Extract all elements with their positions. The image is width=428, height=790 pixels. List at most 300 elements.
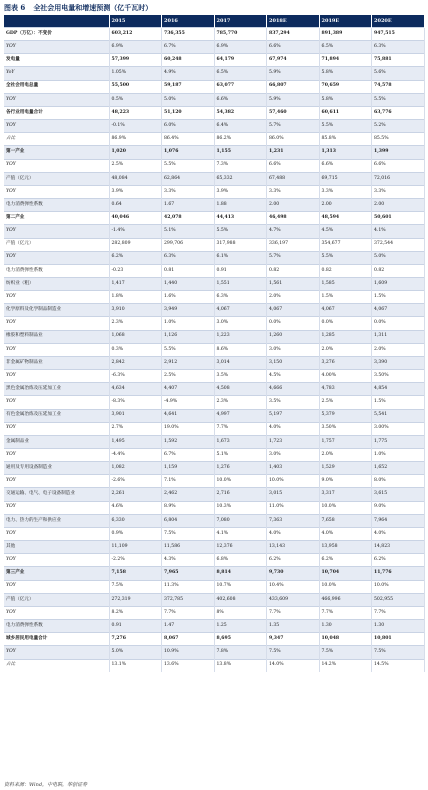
value-cell: 299,706	[162, 238, 215, 251]
value-cell: 2,716	[214, 488, 267, 501]
value-cell: 69,715	[319, 172, 372, 185]
value-cell: 11,109	[109, 541, 162, 554]
value-cell: 3.0%	[214, 317, 267, 330]
value-cell: 6.9%	[109, 41, 162, 54]
value-cell: 5.0%	[372, 251, 425, 264]
value-cell: 3,901	[109, 409, 162, 422]
value-cell: 5.7%	[267, 251, 320, 264]
value-cell: 4.7%	[267, 225, 320, 238]
value-cell: 5.9%	[267, 93, 320, 106]
value-cell: 1.67	[162, 199, 215, 212]
value-cell: 75,881	[372, 54, 425, 67]
row-label-cell: 纺织业（粗）	[4, 277, 109, 290]
value-cell: 1,311	[372, 330, 425, 343]
value-cell: 0.0%	[319, 317, 372, 330]
value-cell: 2.0%	[267, 291, 320, 304]
value-cell: 3,317	[319, 488, 372, 501]
value-cell: 72,016	[372, 172, 425, 185]
value-cell: 40,046	[109, 212, 162, 225]
value-cell: 86.9%	[109, 133, 162, 146]
value-cell: 2,912	[162, 356, 215, 369]
value-cell: 7,276	[109, 633, 162, 646]
value-cell: 4,067	[372, 304, 425, 317]
value-cell: 65,332	[214, 172, 267, 185]
table-row	[4, 541, 424, 554]
value-cell: 44,413	[214, 212, 267, 225]
value-cell: 14,823	[372, 541, 425, 554]
table-row	[4, 199, 424, 212]
row-label-cell: YOY	[4, 93, 109, 106]
value-cell: 7.7%	[319, 606, 372, 619]
row-label-cell: 全社会用电总量	[4, 80, 109, 93]
value-cell: 85.5%	[372, 133, 425, 146]
value-cell: 2.5%	[162, 370, 215, 383]
value-cell: 48,594	[319, 212, 372, 225]
value-cell: 5.0%	[109, 646, 162, 659]
value-cell: 5.5%	[372, 93, 425, 106]
value-cell: 2.3%	[109, 317, 162, 330]
row-label-cell: 第三产业	[4, 567, 109, 580]
value-cell: 6.5%	[319, 41, 372, 54]
value-cell: 1,440	[162, 277, 215, 290]
table-row	[4, 501, 424, 514]
row-label-cell: YOY	[4, 422, 109, 435]
table-row	[4, 593, 424, 606]
value-cell: 3.00%	[372, 422, 425, 435]
value-cell: 64,179	[214, 54, 267, 67]
value-cell: 8.0%	[372, 475, 425, 488]
value-cell: 1,276	[214, 462, 267, 475]
value-cell: -0.1%	[109, 120, 162, 133]
value-cell: 1,609	[372, 277, 425, 290]
value-cell: 3.50%	[319, 422, 372, 435]
electricity-table	[4, 15, 425, 672]
table-row	[4, 106, 424, 119]
value-cell: 1,126	[162, 330, 215, 343]
value-cell: 67,974	[267, 54, 320, 67]
table-row	[4, 383, 424, 396]
value-cell: 3,615	[372, 488, 425, 501]
figure-title-text: 全社会用电量和增速预测（亿千瓦时）	[33, 3, 153, 12]
row-label-cell: 橡胶和塑料制品业	[4, 330, 109, 343]
row-label-cell: YOY	[4, 527, 109, 540]
table-row	[4, 606, 424, 619]
value-cell: 5.5%	[319, 251, 372, 264]
row-label-cell: YOY	[4, 343, 109, 356]
value-cell: 7.7%	[372, 606, 425, 619]
value-cell: 5.5%	[319, 120, 372, 133]
table-row	[4, 317, 424, 330]
value-cell: 0.81	[162, 264, 215, 277]
value-cell: 57,399	[109, 54, 162, 67]
value-cell: 6.6%	[267, 41, 320, 54]
value-cell: 7,964	[372, 514, 425, 527]
value-cell: 48,084	[109, 172, 162, 185]
row-label-cell: 发电量	[4, 54, 109, 67]
value-cell: 55,500	[109, 80, 162, 93]
value-cell: 1,231	[267, 146, 320, 159]
table-row	[4, 554, 424, 567]
value-cell: 1.6%	[162, 291, 215, 304]
table-row	[4, 172, 424, 185]
value-cell: 6.2%	[372, 554, 425, 567]
table-row	[4, 146, 424, 159]
table-row	[4, 225, 424, 238]
value-cell: 8,067	[162, 633, 215, 646]
row-label-cell: 占比	[4, 133, 109, 146]
source-note: 资料来源：Wind，中电联，华创证券	[4, 782, 88, 788]
table-header	[4, 15, 424, 28]
value-cell: 0.0%	[372, 317, 425, 330]
value-cell: 5.5%	[162, 159, 215, 172]
value-cell: 1,529	[319, 462, 372, 475]
table-row	[4, 212, 424, 225]
value-cell: 86.0%	[267, 133, 320, 146]
value-cell: 1,652	[372, 462, 425, 475]
value-cell: 7.1%	[162, 475, 215, 488]
table-row	[4, 251, 424, 264]
value-cell: 1.30	[372, 620, 425, 633]
row-label-cell: YOY	[4, 251, 109, 264]
row-label-cell: 产值（亿元）	[4, 593, 109, 606]
value-cell: 6.3%	[372, 41, 425, 54]
value-cell: 6.5%	[214, 67, 267, 80]
value-cell: 1.0%	[162, 317, 215, 330]
value-cell: 2.00	[372, 199, 425, 212]
header-cell-year: 2015	[109, 15, 162, 28]
table-row	[4, 488, 424, 501]
value-cell: 57,460	[267, 106, 320, 119]
table-row	[4, 133, 424, 146]
row-label-cell: 电力消费弹性系数	[4, 199, 109, 212]
table-row	[4, 370, 424, 383]
value-cell: 6.6%	[214, 93, 267, 106]
value-cell: 2,261	[109, 488, 162, 501]
value-cell: 11,776	[372, 567, 425, 580]
value-cell: 4,783	[319, 383, 372, 396]
value-cell: 10,048	[319, 633, 372, 646]
value-cell: 10,704	[319, 567, 372, 580]
table-row	[4, 343, 424, 356]
value-cell: 10.9%	[162, 646, 215, 659]
value-cell: 13,143	[267, 541, 320, 554]
value-cell: 4,508	[214, 383, 267, 396]
value-cell: 7.7%	[162, 606, 215, 619]
value-cell: 5.9%	[267, 67, 320, 80]
data-table-container	[4, 15, 424, 672]
row-label-cell: 产值（亿元）	[4, 172, 109, 185]
row-label-cell: 城乡居民用电量合计	[4, 633, 109, 646]
value-cell: 13,958	[319, 541, 372, 554]
value-cell: 86.4%	[162, 133, 215, 146]
header-cell-year: 2020E	[372, 15, 425, 28]
row-label-cell: YOY	[4, 501, 109, 514]
value-cell: 0.82	[372, 264, 425, 277]
value-cell: 7.3%	[214, 159, 267, 172]
value-cell: 1,159	[162, 462, 215, 475]
value-cell: 7.7%	[267, 606, 320, 619]
value-cell: -0.23	[109, 264, 162, 277]
value-cell: 12,376	[214, 541, 267, 554]
table-row	[4, 330, 424, 343]
table-row	[4, 159, 424, 172]
value-cell: 1,585	[319, 277, 372, 290]
value-cell: 2.5%	[319, 396, 372, 409]
value-cell: 7.7%	[214, 422, 267, 435]
row-label-cell: 第一产业	[4, 146, 109, 159]
value-cell: 5.5%	[162, 343, 215, 356]
row-label-cell: 通用及专用设备制造业	[4, 462, 109, 475]
value-cell: 4.0%	[372, 527, 425, 540]
row-label-cell: YOY	[4, 475, 109, 488]
value-cell: 7.8%	[214, 646, 267, 659]
value-cell: 0.82	[319, 264, 372, 277]
value-cell: 10.0%	[372, 580, 425, 593]
value-cell: 62,864	[162, 172, 215, 185]
value-cell: 5,197	[267, 409, 320, 422]
value-cell: 4,641	[162, 409, 215, 422]
value-cell: 0.0%	[267, 317, 320, 330]
value-cell: 9,347	[267, 633, 320, 646]
row-label-cell: 黑色金属冶炼及压延加工业	[4, 383, 109, 396]
value-cell: 3.3%	[319, 185, 372, 198]
row-label-cell: YOY	[4, 449, 109, 462]
value-cell: 1,285	[319, 330, 372, 343]
value-cell: 2.7%	[109, 422, 162, 435]
value-cell: 8%	[214, 606, 267, 619]
value-cell: 2.00	[267, 199, 320, 212]
table-row	[4, 277, 424, 290]
value-cell: 6,330	[109, 514, 162, 527]
value-cell: 2.0%	[319, 343, 372, 356]
value-cell: 85.8%	[319, 133, 372, 146]
table-row	[4, 449, 424, 462]
value-cell: 891,389	[319, 28, 372, 41]
value-cell: 4.5%	[319, 225, 372, 238]
row-label-cell: YOY	[4, 291, 109, 304]
table-row	[4, 620, 424, 633]
value-cell: 6.7%	[162, 449, 215, 462]
value-cell: 1,551	[214, 277, 267, 290]
table-row	[4, 633, 424, 646]
table-row	[4, 659, 424, 672]
value-cell: 1,313	[319, 146, 372, 159]
value-cell: 3.3%	[267, 185, 320, 198]
value-cell: 14.2%	[319, 659, 372, 672]
value-cell: 5,541	[372, 409, 425, 422]
value-cell: 66,807	[267, 80, 320, 93]
value-cell: 3.9%	[109, 185, 162, 198]
value-cell: 8,695	[214, 633, 267, 646]
value-cell: 2.0%	[319, 449, 372, 462]
value-cell: 14.5%	[372, 659, 425, 672]
value-cell: 4.0%	[267, 422, 320, 435]
value-cell: 10.0%	[267, 475, 320, 488]
value-cell: 11,586	[162, 541, 215, 554]
value-cell: -4.4%	[109, 449, 162, 462]
value-cell: 7.5%	[319, 646, 372, 659]
value-cell: 3.3%	[162, 185, 215, 198]
value-cell: 9.0%	[372, 501, 425, 514]
row-label-cell: 电力消费弹性系数	[4, 264, 109, 277]
table-row	[4, 41, 424, 54]
value-cell: 1,757	[319, 435, 372, 448]
value-cell: 5.6%	[372, 67, 425, 80]
value-cell: 317,988	[214, 238, 267, 251]
row-label-cell: 第二产业	[4, 212, 109, 225]
value-cell: 54,382	[214, 106, 267, 119]
value-cell: 2.00	[319, 199, 372, 212]
value-cell: 3.50%	[372, 370, 425, 383]
row-label-cell: YOY	[4, 646, 109, 659]
header-cell-label	[4, 15, 109, 28]
row-label-cell: 化学原料及化学制品制造业	[4, 304, 109, 317]
value-cell: 4.6%	[109, 501, 162, 514]
value-cell: -1.4%	[109, 225, 162, 238]
value-cell: 1,155	[214, 146, 267, 159]
row-label-cell: 产值（亿元）	[4, 238, 109, 251]
header-row	[4, 15, 424, 28]
value-cell: 4.9%	[162, 67, 215, 80]
row-label-cell: 占比	[4, 659, 109, 672]
row-label-cell: GDP（万亿）：不变价	[4, 28, 109, 41]
value-cell: 59,187	[162, 80, 215, 93]
table-row	[4, 304, 424, 317]
value-cell: 1.88	[214, 199, 267, 212]
table-row	[4, 435, 424, 448]
row-label-cell: 电力、热力的生产和供应业	[4, 514, 109, 527]
table-row	[4, 462, 424, 475]
value-cell: 4,997	[214, 409, 267, 422]
value-cell: 4,067	[319, 304, 372, 317]
value-cell: 1.8%	[109, 291, 162, 304]
table-row	[4, 264, 424, 277]
value-cell: 0.9%	[109, 527, 162, 540]
value-cell: 5.8%	[319, 93, 372, 106]
value-cell: 9,730	[267, 567, 320, 580]
row-label-cell: YOY	[4, 317, 109, 330]
value-cell: 3,910	[109, 304, 162, 317]
value-cell: 466,996	[319, 593, 372, 606]
table-row	[4, 409, 424, 422]
value-cell: 3.0%	[267, 449, 320, 462]
value-cell: 3,014	[214, 356, 267, 369]
value-cell: 6.6%	[267, 159, 320, 172]
value-cell: 10.0%	[319, 501, 372, 514]
value-cell: 10.0%	[319, 580, 372, 593]
table-row	[4, 54, 424, 67]
value-cell: 74,578	[372, 80, 425, 93]
value-cell: 4.00%	[319, 370, 372, 383]
value-cell: 1.35	[267, 620, 320, 633]
value-cell: 6.2%	[267, 554, 320, 567]
value-cell: 1.5%	[372, 291, 425, 304]
value-cell: 354,677	[319, 238, 372, 251]
value-cell: 837,294	[267, 28, 320, 41]
value-cell: 5.1%	[162, 225, 215, 238]
value-cell: 4,666	[267, 383, 320, 396]
value-cell: 947,515	[372, 28, 425, 41]
table-row	[4, 422, 424, 435]
value-cell: 2,842	[109, 356, 162, 369]
value-cell: 1.25	[214, 620, 267, 633]
table-row	[4, 567, 424, 580]
value-cell: 60,611	[319, 106, 372, 119]
value-cell: 13.6%	[162, 659, 215, 672]
value-cell: 8.9%	[162, 501, 215, 514]
value-cell: 50,601	[372, 212, 425, 225]
value-cell: 5.0%	[162, 93, 215, 106]
row-label-cell: YOY	[4, 185, 109, 198]
row-label-cell: YOY	[4, 396, 109, 409]
table-row	[4, 185, 424, 198]
value-cell: 71,894	[319, 54, 372, 67]
value-cell: 6.4%	[214, 120, 267, 133]
value-cell: 7.5%	[162, 527, 215, 540]
value-cell: 2.0%	[372, 343, 425, 356]
row-label-cell: YOY	[4, 120, 109, 133]
value-cell: 0.5%	[109, 93, 162, 106]
row-label-cell: YOY	[4, 606, 109, 619]
value-cell: 11.0%	[267, 501, 320, 514]
row-label-cell: YOY	[4, 41, 109, 54]
table-row	[4, 238, 424, 251]
value-cell: 8,814	[214, 567, 267, 580]
value-cell: 4,634	[109, 383, 162, 396]
value-cell: 7,363	[267, 514, 320, 527]
figure-title	[4, 2, 152, 14]
value-cell: 51,120	[162, 106, 215, 119]
value-cell: 42,078	[162, 212, 215, 225]
table-row	[4, 291, 424, 304]
value-cell: 3.3%	[372, 185, 425, 198]
value-cell: 10,801	[372, 633, 425, 646]
row-label-cell: YOY	[4, 554, 109, 567]
value-cell: 7.5%	[372, 646, 425, 659]
row-label-cell: YOY	[4, 159, 109, 172]
value-cell: 8.6%	[214, 343, 267, 356]
row-label-cell: YOY	[4, 580, 109, 593]
value-cell: 1,076	[162, 146, 215, 159]
value-cell: 3,390	[372, 356, 425, 369]
value-cell: 603,212	[109, 28, 162, 41]
row-label-cell: 有色金属冶炼及压延加工业	[4, 409, 109, 422]
value-cell: 1.30	[319, 620, 372, 633]
value-cell: 63,776	[372, 106, 425, 119]
value-cell: 13.8%	[214, 659, 267, 672]
value-cell: 3,150	[267, 356, 320, 369]
value-cell: 1,082	[109, 462, 162, 475]
header-cell-year: 2019E	[319, 15, 372, 28]
value-cell: 5.8%	[319, 67, 372, 80]
value-cell: 1,775	[372, 435, 425, 448]
value-cell: 19.0%	[162, 422, 215, 435]
row-label-cell: YoY	[4, 67, 109, 80]
table-row	[4, 475, 424, 488]
value-cell: 13.1%	[109, 659, 162, 672]
value-cell: 4.1%	[372, 225, 425, 238]
table-row	[4, 28, 424, 41]
value-cell: 372,785	[162, 593, 215, 606]
value-cell: 7,658	[319, 514, 372, 527]
value-cell: 14.0%	[267, 659, 320, 672]
value-cell: 4,854	[372, 383, 425, 396]
row-label-cell: 非金属矿物制品业	[4, 356, 109, 369]
value-cell: 1.05%	[109, 67, 162, 80]
value-cell: 5.1%	[214, 449, 267, 462]
value-cell: 10.3%	[214, 501, 267, 514]
value-cell: 48,223	[109, 106, 162, 119]
